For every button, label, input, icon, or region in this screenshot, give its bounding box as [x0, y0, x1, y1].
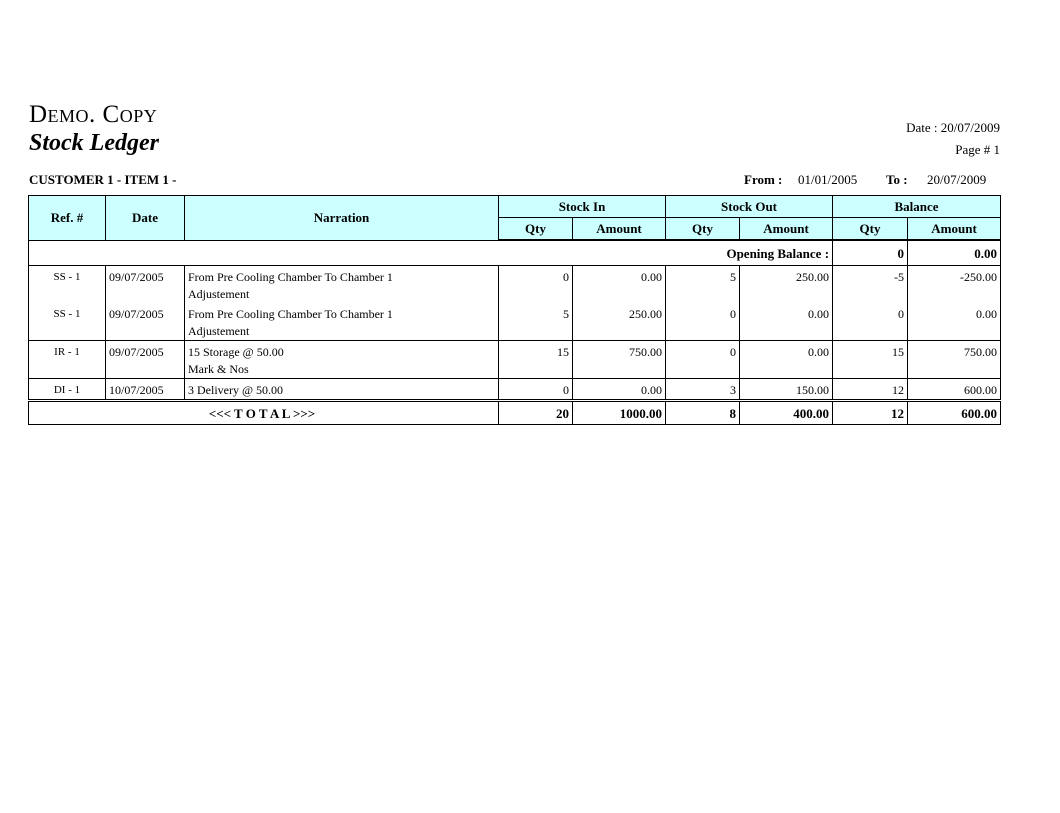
row-in-qty: 0 — [499, 379, 573, 401]
col-stock-in: Stock In — [499, 196, 666, 218]
table-row-detail — [29, 323, 1001, 341]
row-bal-amount: 600.00 — [908, 379, 1001, 401]
table-row — [29, 266, 1001, 287]
opening-qty: 0 — [833, 240, 908, 266]
row-out-amount: 250.00 — [740, 266, 833, 287]
col-narration: Narration — [185, 196, 499, 241]
row-narration-detail: Adjustement — [185, 323, 499, 341]
row-in-amount: 0.00 — [573, 266, 666, 287]
total-in-qty: 20 — [499, 401, 573, 425]
col-bal-qty: Qty — [833, 218, 908, 241]
col-out-amount: Amount — [740, 218, 833, 241]
row-date: 09/07/2005 — [106, 266, 185, 287]
row-bal-qty: 15 — [833, 341, 908, 362]
total-in-amount: 1000.00 — [573, 401, 666, 425]
col-bal-amount: Amount — [908, 218, 1001, 241]
row-in-amount: 0.00 — [573, 379, 666, 401]
total-bal-amount: 600.00 — [908, 401, 1001, 425]
row-date: 10/07/2005 — [106, 379, 185, 401]
row-ref: DI - 1 — [29, 379, 106, 401]
row-out-qty: 0 — [666, 341, 740, 362]
row-out-amount: 0.00 — [740, 303, 833, 323]
col-in-amount: Amount — [573, 218, 666, 241]
row-in-amount: 250.00 — [573, 303, 666, 323]
total-bal-qty: 12 — [833, 401, 908, 425]
row-narration-detail: Adjustement — [185, 286, 499, 303]
row-date: 09/07/2005 — [106, 341, 185, 362]
report-title: Stock Ledger — [29, 130, 159, 156]
total-out-amount: 400.00 — [740, 401, 833, 425]
to-label: To : — [886, 172, 908, 187]
table-row — [29, 341, 1001, 362]
row-out-amount: 0.00 — [740, 341, 833, 362]
row-narration-detail: Mark & Nos — [185, 361, 499, 379]
row-out-amount: 150.00 — [740, 379, 833, 401]
customer-item-label: CUSTOMER 1 - ITEM 1 - — [29, 172, 177, 187]
row-bal-qty: 0 — [833, 303, 908, 323]
table-row-detail — [29, 286, 1001, 303]
row-narration: From Pre Cooling Chamber To Chamber 1 — [185, 266, 499, 287]
table-row — [29, 379, 1001, 401]
row-bal-amount: 750.00 — [908, 341, 1001, 362]
table-row — [29, 303, 1001, 323]
row-ref: SS - 1 — [29, 266, 106, 287]
col-stock-out: Stock Out — [666, 196, 833, 218]
col-ref: Ref. # — [29, 196, 106, 241]
row-narration: 3 Delivery @ 50.00 — [185, 379, 499, 401]
from-label: From : — [744, 172, 783, 187]
row-in-amount: 750.00 — [573, 341, 666, 362]
page-label: Page # — [955, 142, 991, 157]
report-date — [906, 120, 1000, 136]
table-row-detail — [29, 361, 1001, 379]
col-date: Date — [106, 196, 185, 241]
col-out-qty: Qty — [666, 218, 740, 241]
row-in-qty: 15 — [499, 341, 573, 362]
row-narration: From Pre Cooling Chamber To Chamber 1 — [185, 303, 499, 323]
row-bal-qty: 12 — [833, 379, 908, 401]
row-in-qty: 0 — [499, 266, 573, 287]
row-in-qty: 5 — [499, 303, 573, 323]
row-ref: IR - 1 — [29, 341, 106, 362]
opening-balance-label: Opening Balance : — [29, 240, 833, 266]
from-date: 01/01/2005 — [798, 172, 858, 187]
row-out-qty: 3 — [666, 379, 740, 401]
opening-amount: 0.00 — [908, 240, 1001, 266]
stock-ledger-table — [28, 195, 1001, 425]
row-date: 09/07/2005 — [106, 303, 185, 323]
row-narration: 15 Storage @ 50.00 — [185, 341, 499, 362]
total-out-qty: 8 — [666, 401, 740, 425]
row-out-qty: 0 — [666, 303, 740, 323]
company-name: Demo. Copy — [29, 101, 158, 128]
to-date: 20/07/2009 — [927, 172, 987, 187]
total-label: <<< T O T A L >>> — [29, 401, 499, 425]
col-in-qty: Qty — [499, 218, 573, 241]
row-bal-amount: 0.00 — [908, 303, 1001, 323]
date-label: Date : — [906, 120, 938, 135]
row-ref: SS - 1 — [29, 303, 106, 323]
date-value: 20/07/2009 — [940, 120, 1000, 135]
col-balance: Balance — [833, 196, 1001, 218]
row-bal-amount: -250.00 — [908, 266, 1001, 287]
row-bal-qty: -5 — [833, 266, 908, 287]
opening-balance-row — [29, 240, 1001, 266]
page-number — [955, 142, 1000, 158]
total-row — [29, 401, 1001, 425]
row-out-qty: 5 — [666, 266, 740, 287]
page-value: 1 — [993, 142, 1000, 157]
